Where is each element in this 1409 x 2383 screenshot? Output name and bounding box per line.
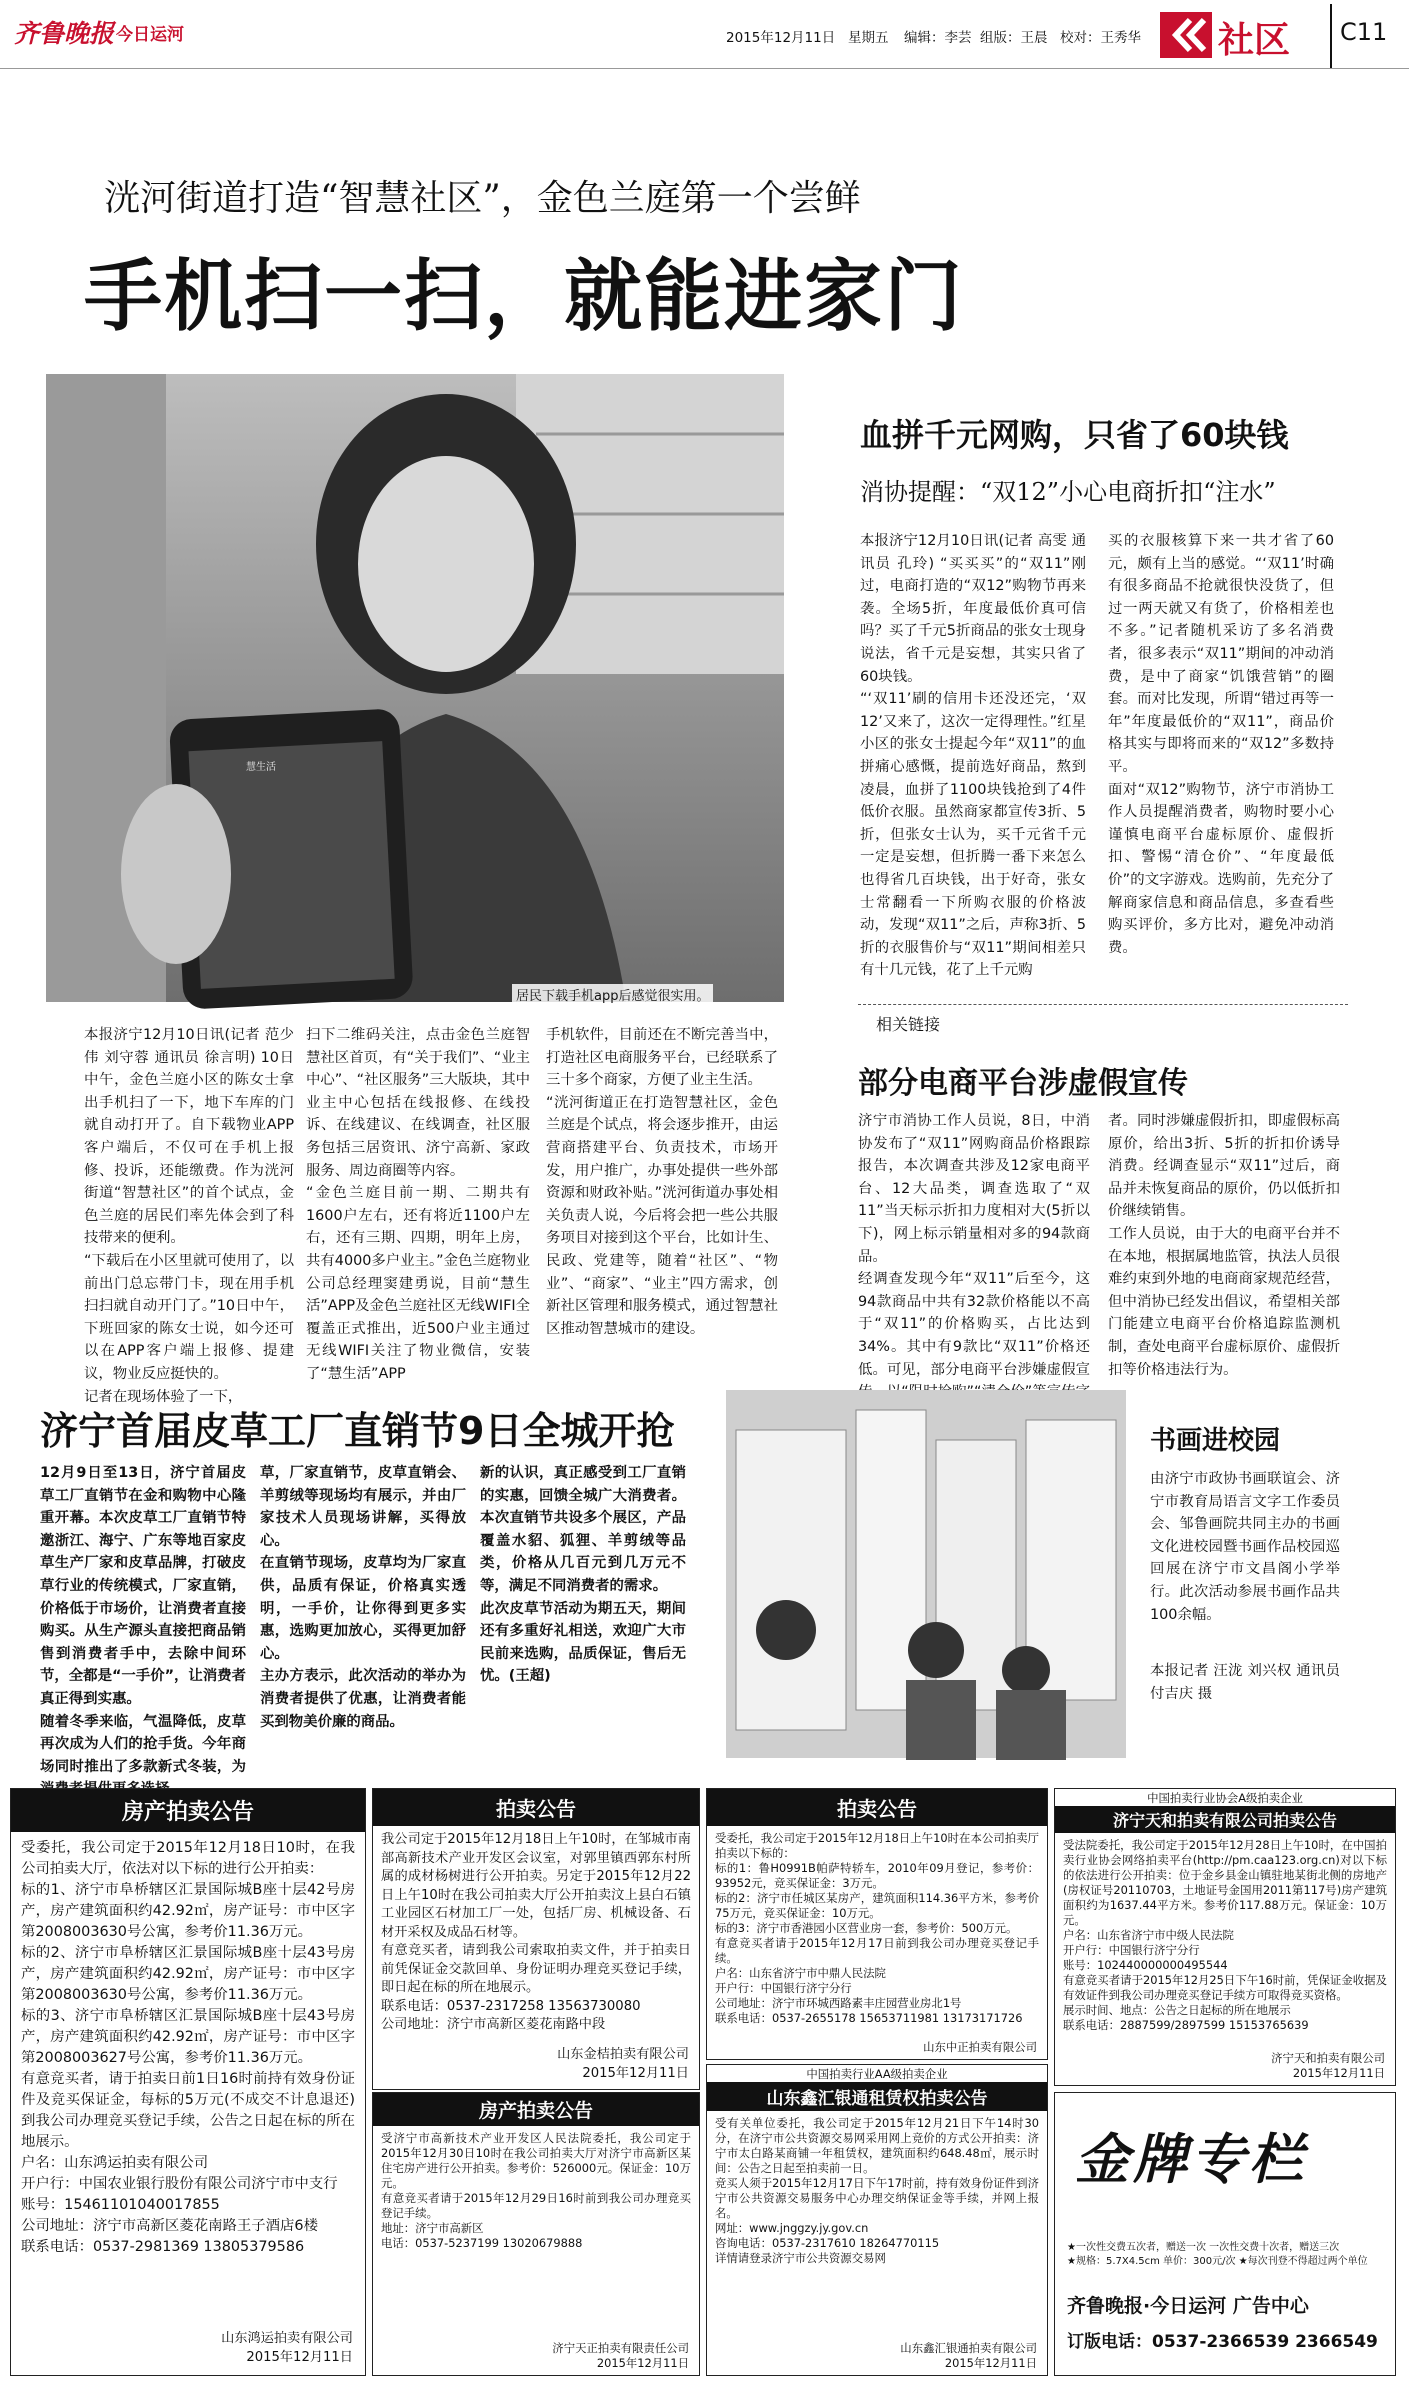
ad-title: 山东鑫汇银通租赁权拍卖公告 [707,2082,1047,2111]
layout-editor: 组版：王晨 [980,30,1048,46]
leather-headline: 济宁首届皮草工厂直销节9日全城开抢 [40,1409,675,1453]
ad-lease-auction [706,2064,1048,2376]
page-number: C11 [1340,18,1388,46]
main-story-col-1: 本报济宁12月10日讯(记者 范少伟 刘守蓉 通讯员 徐言明) 10日中午，金色兰庭小区的陈女士拿出手机扫了一下，地下车库的门就自动打开了。自下载物业APP客户端后，不仅可在手机上报修、投诉，还能缴费。作为洸河街道“智慧社区”的首个试点，金色兰庭的居民们率先体会到了科技带来的便利。 “下载后在小区里就可使用了，以前出门总忘带门卡，现在用手机扫扫就自动开门了。”10日中午，下班回家的陈女士说，如今还可以在APP客户端上报修、提建议，物业反应挺快的。 记者在现场体验了一下， [84,1027,294,1405]
ad-signature: 山东金桔拍卖有限公司 2015年12月11日 [557,2047,689,2081]
editor: 编辑：李芸 [904,30,972,46]
shopping-subhead: 消协提醒：“双12”小心电商折扣“注水” [860,478,1276,506]
ad-body: 受委托，我公司定于2015年12月18日上午10时在本公司拍卖厅拍卖以下标的： 标的1：鲁H0991B帕萨特轿车，2010年09月登记，参考价：93952元，竞买保证金：3万元。 标的2：济宁市任城区某房产，建筑面积114.36平方米，参考价75万元，竞买保证金：10万元。 标的3：济宁市香港园小区营业房一套，参考价：500万元。 有意竞买者请于2015年12月17日前到我公司办理竞买登记手续。 户名：山东省济宁市中鼎人民法院 开户行：中国银行济宁分行 公司地址：济宁市环城西路素丰庄园营业房北1号 联系电话：0537-2655178 15653711981 13173171726 [715,1831,1039,2025]
main-story-col-3: 手机软件，目前还在不断完善当中，打造社区电商服务平台，已经联系了三十多个商家，方便了业主生活。 “洸河街道正在打造智慧社区，金色兰庭是个试点，将会逐步推开，由运营商搭建平台、负责技术，市场开发，用户推广，办事处提供一些外部资源和财政补贴。”洸河街道办事处相关负责人说，今后将会把一些公共服务项目对接到这个平台，比如计生、民政、党建等，随着“社区”、“物业”、“商家”、“业主”四方需求，创新社区管理和服务模式，通过智慧社区推动智慧城市的建设。 [546,1027,778,1337]
column-ad-contact: 齐鲁晚报·今日运河 广告中心 [1067,2295,1309,2317]
photo-caption: 居民下载手机app后感觉很实用。 [512,984,713,1005]
section-arrow-icon [1160,12,1212,58]
main-photo [46,374,784,1002]
related-label: 相关链接 [876,1015,941,1034]
ad-body: 受委托，我公司定于2015年12月18日10时，在我公司拍卖大厅，依法对以下标的进行公开拍卖： 标的1、济宁市阜桥辖区汇景国际城B座十层42号房产，房产建筑面积约42.92㎡，房产证号：市中区字第2008003630号公寓，参考价11.36万元。 标的2、济宁市阜桥辖区汇景国际城B座十层43号房产，房产建筑面积约42.92㎡，房产证号：市中区字第2008003630号公寓，参考价11.36万元。 标的3、济宁市阜桥辖区汇景国际城B座十层43号房产，房产建筑面积约42.92㎡，房产证号：市中区字第2008003627号公寓，参考价11.36万元。 有意竞买者，请于拍卖日前1日16时前持有效身份证件及竞买保证金，每标的5万元(不成交不计息退还)到我公司办理竞买登记手续，公告之日起在标的所在地展示。 户名：山东鸿运拍卖有限公司 开户行：中国农业银行股份有限公司济宁市中支行 账号：15461101040017855 公司地址：济宁市高新区菱花南路王子酒店6楼 联系电话：0537-2981369 13805379586 [21,1840,355,2255]
ad-title: 济宁天和拍卖有限公司拍卖公告 [1055,1806,1395,1833]
edition-name: 今日运河 [116,25,184,45]
related-col-1: 济宁市消协工作人员说，8日，中消协发布了“双11”网购商品价格跟踪报告，本次调查共涉及12家电商平台、12大品类，调查选取了“双11”当天标示折扣力度相对大(5折以下)，网上标示销量相对多的94款商品。 经调查发现今年“双11”后至今，这94款商品中共有32款价格能以不高于“双11”的价格购买，占比达到34%。其中有9款比“双11”价格还低。可见，部分电商平台涉嫌虚假宣 [858,1113,1090,1378]
column-ad-phone: 订版电话：0537-2366539 2366549 [1067,2332,1378,2352]
related-headline: 部分电商平台涉虚假宣传 [858,1066,1188,1101]
ad-house-auction-1 [10,1788,366,2376]
ad-body: 受法院委托，我公司定于2015年12月28日上午10时，在中国拍卖行业协会网络拍卖平台(http://pm.caa123.org.cn)对以下标的依法进行公开拍卖：位于金乡县金山镇驻地某街北侧的房地产(房权证号20110703，土地证号金国用2011第117号)房产建筑面积约为1637.44平方米。参考价117.88万元。保证金：10万元。 户名：山东省济宁市中级人民法院 开户行：中国银行济宁分行 账号：102440000000495544 有意竞买者请于2015年12月25日下午16时前，凭保证金收据及有效证件到我公司办理竞买登记手续方可取得竞买资格。 展示时间、地点：公告之日起标的所在地展示 联系电话：2887599/2897599 15153765639 [1063,1838,1387,2032]
paper-name: 齐鲁晚报 [14,19,115,48]
ad-house-auction-2 [372,2092,700,2376]
ad-org: 中国拍卖行业AA级拍卖企业 [806,2067,948,2081]
leather-col-2: 草，厂家直销节，皮草直销会、羊剪绒等现场均有展示，并由厂家技术人员现场讲解，买得放心。 在直销节现场，皮草均为厂家直供，品质有保证，价格真实透明，一手价，让你得到更多实惠，选购更加放心，买得更加舒心。 主办方表示，此次活动的举办为消费者提供了优惠，让消费者能买到物美价廉的商品。 [260,1465,466,1730]
weekday: 星期五 [848,30,889,46]
column-ad-title: 金牌专栏 [1075,2127,1307,2191]
header-divider [1330,4,1332,68]
related-col-2: 者。同时涉嫌虚假折扣，即虚假标高原价，给出3折、5折的折扣价诱导消费。经调查显示“双11”过后，商品并未恢复商品的原价，仍以低折扣价继续销售。 工作人员说，由于大的电商平台并不在本地，根据属地监管，执法人员很难约束到外地的电商商家规范经营，但中消协已经发出倡议，希望相关部门能建立电商平台价格追踪监测机制，查处电商平台虚标原价、虚假折扣等价格违法行为。 [1108,1113,1340,1378]
page-header [0,0,1409,72]
painting-headline: 书画进校园 [1150,1426,1281,1456]
ad-body: 我公司定于2015年12月18日上午10时，在邹城市南部高新技术产业开发区会议室，对郭里镇西郭东村所属的成材杨树进行公开拍卖。另定于2015年12月22日上午10时在我公司拍卖大厅公开拍卖汶上县白石镇工业园区石材加工厂一处，包括厂房、机械设备、石材开采权及成品石材等。 有意竞买者，请到我公司索取拍卖文件，并于拍卖日前凭保证金交款回单、身份证明办理竞买登记手续，即日起在标的所在地展示。 联系电话：0537-2317258 13563730080 公司地址：济宁市高新区菱花南路中段 [381,1832,691,2032]
app-title: 慧生活 [246,762,276,773]
leather-col-3: 新的认识，真正感受到工厂直销的实惠，回馈全城广大消费者。本次直销节共设多个展区，产品覆盖水貂、狐狸、羊剪绒等品类，价格从几百元到几万元不等，满足不同消费者的需求。 此次皮草节活动为期五天，期间还有多重好礼相送，欢迎广大市民前来选购，品质保证，售后无忧。(王超) [480,1465,686,1685]
related-divider [858,1004,1348,1006]
ad-signature: 济宁天和拍卖有限公司 2015年12月11日 [1271,2051,1385,2080]
ad-tianhe-auction [1054,1788,1396,2086]
ad-golden-column [1054,2092,1396,2376]
ad-body: 受有关单位委托，我公司定于2015年12月21日下午14时30分，在济宁市公共资源交易网采用网上竞价的方式公开拍卖：济宁市太白路某商铺一年租赁权，建筑面积约648.48㎡，展示时间：公告之日起至拍卖前一日。 竞买人须于2015年12月17日下午17时前，持有效身份证件到济宁市公共资源交易服务中心办理交纳保证金等手续，并网上报名。 网址：www.jnggzy.jy.gov.cn 咨询电话：0537-2317610 18264770115 详情请登录济宁市公共资源交易网 [715,2116,1039,2265]
ad-title: 房产拍卖公告 [373,2093,699,2126]
main-headline: 手机扫一扫，就能进家门 [84,252,965,342]
shopping-headline: 血拼千元网购，只省了60块钱 [860,416,1289,454]
ad-body: 受济宁市高新技术产业开发区人民法院委托，我公司定于2015年12月30日10时在我公司拍卖大厅对济宁市高新区某住宅房产进行公开拍卖。参考价：526000元。保证金：10万元。 有意竞买者请于2015年12月29日16时前到我公司办理竞买登记手续。 地址：济宁市高新区 电话：0537-5237199 13020679888 [381,2131,691,2250]
ad-auction-zhongzheng [706,1788,1048,2060]
ad-title: 拍卖公告 [373,1789,699,1826]
ad-title: 房产拍卖公告 [11,1789,365,1832]
ad-auction-jinju [372,1788,700,2090]
painting-body: 由济宁市政协书画联谊会、济宁市教育局语言文字工作委员会、邹鲁画院共同主办的书画文化进校园暨书画作品校园巡回展在济宁市文昌阁小学举行。此次活动参展书画作品共100余幅。 [1150,1471,1340,1623]
ad-signature: 山东中正拍卖有限公司 [923,2040,1037,2054]
painting-photo [726,1390,1126,1758]
ad-title: 拍卖公告 [707,1789,1047,1826]
leather-col-1: 12月9日至13日，济宁首届皮草工厂直销节在金和购物中心隆重开幕。本次皮草工厂直销节特邀浙江、海宁、广东等地百家皮草生产厂家和皮草品牌，打破皮草行业的传统模式，厂家直销，价格低于市场价，让消费者直接购买。从生产源头直接把商品销售到消费者手中，去除中间环节，全都是“一手价”，让消费者真正得到实惠。 随着冬季来临，气温降低，皮草再次成为人们的抢手货。今年商场同时推出了多款新式冬装，为 [40,1465,246,1775]
shopping-col-1: 本报济宁12月10日讯(记者 高雯 通讯员 孔玲) “买买买”的“双11”刚过，电商打造的“双12”购物节再来袭。全场5折，年度最低价真可信吗？买了千元5折商品的张女士现身说法，省千元是妄想，其实只省了60块钱。 “‘双11’刷的信用卡还没还完，‘双12’又来了，这次一定得理性。”红星小区的张女士提起今年“双11”的血拼痛心感慨，提前选好商品，熬到凌晨，血拼了1100块钱抢到了4件低价衣服。虽然商家都宣传3折、5折，但张女士认为，买千元省千元一定是妄想，但折腾一番下来怎么也得省几百块钱，出于好奇，张女士常翻看一下所购衣服的价格波动，发现“双11”之后，声称3折、5折的衣服售价与“双11”期间相差只有十几元钱，花了上千元购 [860,533,1086,979]
main-kicker: 洸河街道打造“智慧社区”，金色兰庭第一个尝鲜 [104,178,861,219]
ad-org: 中国拍卖行业协会A级拍卖企业 [1147,1791,1303,1805]
column-ad-notes: ★一次性交费五次者，赠送一次 一次性交费十次者，赠送三次 ★规格：5.7X4.5cm 单价：300元/次 ★每次刊登不得超过两个单位 [1067,2242,1368,2267]
header-rule [0,68,1409,69]
shopping-col-2: 买的衣服核算下来一共才省了60元，颇有上当的感觉。“‘双11’时确有很多商品不抢就很快没货了，但过一两天就又有货了，价格相差也不多。”记者随机采访了多名消费者，很多表示“双11”期间的冲动消费，是中了商家“饥饿营销”的圈套。而对比发现，所谓“错过再等一年”年度最低价的“双11”，商品价格其实与即将而来的“双12”多数持平。 面对“双12”购物节，济宁市消协工作人员提醒消费者，购物时要小心谨慎电商平台虚标原价、虚假折扣、警惕“清仓价”、“年度最低价”的文字游戏。选购前，先充分了解商家信息和商品信息，多查看些购买评价，多方比对，避免冲动消费。 [1108,533,1334,956]
ad-signature: 山东鑫汇银通拍卖有限公司 2015年12月11日 [900,2341,1037,2370]
proofreader: 校对：王秀华 [1060,30,1141,46]
section-name: 社区 [1218,20,1291,61]
issue-date: 2015年12月11日 [726,30,836,46]
ad-signature: 济宁天正拍卖有限责任公司 2015年12月11日 [552,2341,689,2370]
ad-signature: 山东鸿运拍卖有限公司 2015年12月11日 [221,2331,353,2365]
main-story-col-2: 扫下二维码关注，点击金色兰庭智慧社区首页，有“关于我们”、“业主中心”、“社区服务”三大版块，其中业主中心包括在线报修、在线投诉、在线建议、在线调查，社区服务包括三居资讯、济宁高新、家政服务、周边商圈等内容。 “金色兰庭目前一期、二期共有1600户左右，还有将近1100户左右，还有三期、四期，明年上房，共有4000多户业主。”金色兰庭物业公司总经理窦建勇说，目前“慧生活”APP及金色兰庭社区无线WIFI全覆盖正式推出，近500户业主通过无线WIFI关注了物业微信，安装了“慧生活”APP [306,1027,530,1382]
painting-byline: 本报记者 汪泷 刘兴权 通讯员 付吉庆 摄 [1150,1663,1340,1702]
